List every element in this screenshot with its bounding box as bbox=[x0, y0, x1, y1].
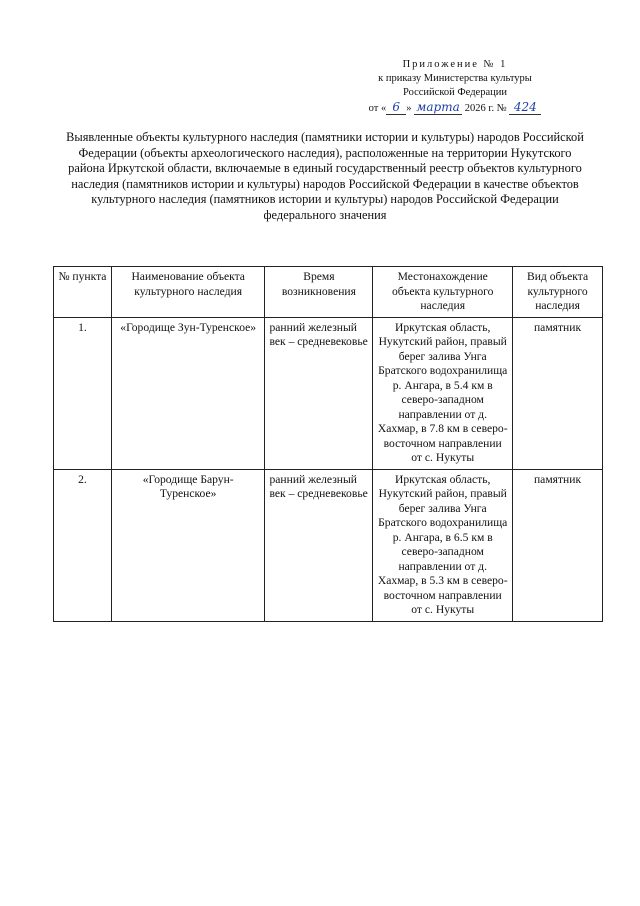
row-time: ранний железный век – средневековье bbox=[265, 469, 373, 621]
date-mid: » bbox=[406, 103, 412, 114]
appendix-date-line bbox=[330, 100, 580, 116]
row-time: ранний железный век – средневековье bbox=[265, 317, 373, 469]
header-location: Местонахождение объекта культурного наследия bbox=[373, 267, 513, 318]
order-number: 424 bbox=[509, 100, 541, 115]
date-day: 6 bbox=[386, 100, 406, 115]
row-location: Иркутская область, Нукутский район, правый берег залива Унга Братского водохранилища р. Ангара, в 6.5 км в северо-западном направлении от д. Хахмар, в 5.3 км в северо-восточном направлении от с. Нукуты bbox=[373, 469, 513, 621]
appendix-title: Приложение № 1 bbox=[402, 59, 508, 70]
header-num: № пункта bbox=[54, 267, 112, 318]
table-header-row bbox=[54, 267, 603, 318]
date-month: марта bbox=[414, 100, 462, 115]
appendix-block bbox=[330, 58, 580, 116]
header-time: Время возникновения bbox=[265, 267, 373, 318]
date-year: 2026 г. № bbox=[464, 103, 507, 114]
heritage-table bbox=[53, 266, 603, 622]
row-name: «Городище Зун-Туренское» bbox=[111, 317, 265, 469]
row-num: 1. bbox=[54, 317, 112, 469]
row-name: «Городище Барун-Туренское» bbox=[111, 469, 265, 621]
row-kind: памятник bbox=[513, 469, 603, 621]
header-kind: Вид объекта культурного наследия bbox=[513, 267, 603, 318]
row-num: 2. bbox=[54, 469, 112, 621]
date-prefix: от « bbox=[368, 103, 387, 114]
table-row bbox=[54, 469, 603, 621]
document-heading: Выявленные объекты культурного наследия (памятники истории и культуры) народов Российской Федерации (объекты археологического наследия), расположенные на территории Нукутского района Иркутской области, включаемые в единый государственный реестр объектов культурного наследия (памятников истории и культуры) народов Российской Федерации в качестве объектов культурного наследия (памятников истории и культуры) народов Российской Федерации федерального значения bbox=[66, 130, 584, 222]
appendix-order-line: к приказу Министерства культуры bbox=[378, 73, 532, 84]
row-kind: памятник bbox=[513, 317, 603, 469]
header-name: Наименование объекта культурного наследия bbox=[111, 267, 265, 318]
row-location: Иркутская область, Нукутский район, правый берег залива Унга Братского водохранилища р. Ангара, в 5.4 км в северо-западном направлении от д. Хахмар, в 7.8 км в северо-восточном направлении от с. Нукуты bbox=[373, 317, 513, 469]
table-row bbox=[54, 317, 603, 469]
appendix-ministry-line: Российской Федерации bbox=[403, 87, 507, 98]
